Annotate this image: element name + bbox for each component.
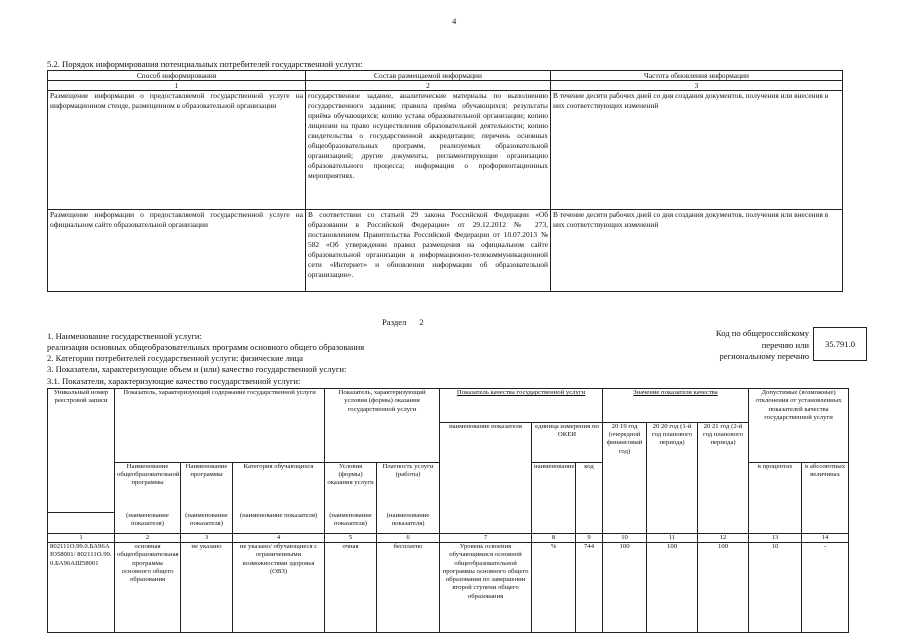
header-payment: Платность услуги (работы) bbox=[377, 462, 440, 512]
cell-indicator: Уровень освоения обучающимися основной общеобразовательной программы основного общего образования по завершении второй ступени общего образования bbox=[440, 542, 532, 632]
table-row bbox=[48, 542, 849, 632]
section-label: Раздел bbox=[382, 317, 407, 327]
cell-registry-id: 802111О.99.0.БА96АЮ58001/ 802111О.99.0.БА96АШ58001 bbox=[48, 542, 115, 632]
header-content-indicator: Показатель, характеризующий содержание государственной услуги bbox=[115, 389, 325, 423]
header-indicator-name: наименование показателя bbox=[440, 422, 532, 533]
col-header-content: Состав размещаемой информации bbox=[306, 71, 551, 81]
service-name-label: 1. Наименование государственной услуги: bbox=[47, 331, 202, 341]
section-number: 2 bbox=[419, 317, 424, 327]
header-student-category: Категория обучающихся bbox=[233, 462, 325, 512]
col-number: 14 bbox=[802, 533, 849, 542]
header-indicator-note: (наименование показателя) bbox=[377, 512, 440, 533]
header-indicator-note: (наименование показателя) bbox=[115, 512, 181, 533]
section-heading bbox=[382, 317, 424, 327]
header-unit: единица измерения по ОКЕИ bbox=[532, 422, 603, 462]
header-indicator-note: (наименование показателя) bbox=[233, 512, 325, 533]
col-number: 13 bbox=[749, 533, 802, 542]
header-percent: в процентах bbox=[749, 462, 802, 533]
cell-method: Размещение информации о предоставляемой государственной услуге на официальном сайте образовательной организации bbox=[48, 210, 306, 292]
header-absolute: в абсолютных величинах bbox=[802, 462, 849, 533]
col-number: 11 bbox=[647, 533, 698, 542]
cell-value-1: 100 bbox=[603, 542, 647, 632]
cell-absolute: - bbox=[802, 542, 849, 632]
col-header-frequency: Частота обновления информации bbox=[551, 71, 843, 81]
cell-value-2: 100 bbox=[647, 542, 698, 632]
column-numbers-row bbox=[48, 533, 849, 542]
quality-table bbox=[47, 388, 849, 633]
col-number: 4 bbox=[233, 533, 325, 542]
code-label-1: Код по общероссийскому bbox=[715, 328, 809, 338]
header-allowed-deviation: Допустимые (возможные) отклонения от установленных показателей качества государственной услуги bbox=[749, 389, 849, 423]
header-programs: Наименование программы bbox=[181, 462, 233, 512]
col-number: 8 bbox=[532, 533, 576, 542]
col-number: 2 bbox=[306, 81, 551, 91]
col-number: 7 bbox=[440, 533, 532, 542]
cell-frequency: В течение десяти рабочих дней со дня создания документов, получения или внесения в них соответствующих изменений bbox=[551, 210, 843, 292]
col-header-method: Способ информирования bbox=[48, 71, 306, 81]
table-row bbox=[48, 91, 843, 210]
cell-content: В соответствии со статьей 29 закона Российской Федерации «Об образовании в Российской Федерации» от 29.12.2012 № 273, постановлением Правительства Российской Федерации от 10.07.2013 № 582 «Об утверждении правил размещения на официальном сайте образовательной организации в информационно-телекоммуникационной сети «Интернет» и обновлении информации об образовательной организации». bbox=[306, 210, 551, 292]
col-number: 2 bbox=[115, 533, 181, 542]
cell-value-3: 100 bbox=[698, 542, 749, 632]
header-service-form: Условия (формы) оказания услуги bbox=[325, 462, 377, 512]
cell-method: Размещение информации о предоставляемой государственной услуге на информационном стенде, размещенном в образовательной организации bbox=[48, 91, 306, 210]
header-unit-name: наименование bbox=[532, 462, 576, 533]
header-indicator-note: (наименование показателя) bbox=[325, 512, 377, 533]
cell-percent: 10 bbox=[749, 542, 802, 632]
col-number: 3 bbox=[551, 81, 843, 91]
table-row bbox=[48, 210, 843, 292]
cell-form: очная bbox=[325, 542, 377, 632]
cell-unit: % bbox=[532, 542, 576, 632]
header-indicator-note: (наименование показателя) bbox=[181, 512, 233, 533]
header-year-1: 20 19 год (очередной финансовый год) bbox=[603, 422, 647, 533]
col-number: 5 bbox=[325, 533, 377, 542]
header-indicator-value: Значение показателя качества bbox=[603, 389, 749, 423]
col-number: 10 bbox=[603, 533, 647, 542]
informing-table bbox=[47, 70, 843, 292]
code-label-3: региональному перечню bbox=[719, 351, 809, 361]
cell-program: основная общеобразовательная программа основного общего образования bbox=[115, 542, 181, 632]
quality-indicators-heading: 3.1. Показатели, характеризующие качество государственной услуги: bbox=[47, 376, 301, 386]
service-name-value: реализация основных общеобразовательных программ основного общего образования bbox=[47, 342, 365, 352]
cell-category: не указано/ обучающиеся с ограниченными возможностями здоровья (ОВЗ) bbox=[233, 542, 325, 632]
header-program-name: Наименование общеобразовательной программы bbox=[115, 462, 181, 512]
header-year-3: 20 21 год (2-й год планового периода) bbox=[698, 422, 749, 533]
registry-code-box: 35.791.0 bbox=[813, 327, 867, 361]
cell-content: государственное задание, аналитические материалы по выполнению государственного задания; правила приёма обучающихся; результаты приёма обучающихся; копию устава образовательной организации; копию лицензии на право осуществления образовательной деятельности; копию свидетельства о государственной аккредитации; перечень основных общеобразовательных программ, реализуемых образовательной организацией; другие документы, регламентирующие организацию образовательного процесса; информация о профориентационных мероприятиях. bbox=[306, 91, 551, 210]
cell-programs: не указано bbox=[181, 542, 233, 632]
col-number: 9 bbox=[576, 533, 603, 542]
header-quality-indicator: Показатель качества государственной услуги bbox=[440, 389, 603, 423]
col-number: 1 bbox=[48, 533, 115, 542]
col-number: 3 bbox=[181, 533, 233, 542]
col-number: 1 bbox=[48, 81, 306, 91]
cell-payment: бесплатно bbox=[377, 542, 440, 632]
page-number: 4 bbox=[452, 16, 457, 26]
cell-unit-code: 744 bbox=[576, 542, 603, 632]
section-5-2-title: 5.2. Порядок информирования потенциальных потребителей государственной услуги: bbox=[47, 59, 363, 69]
col-number: 12 bbox=[698, 533, 749, 542]
code-label-2: перечню или bbox=[761, 340, 809, 350]
header-conditions-indicator: Показатель, характеризующий условия (формы) оказания государственной услуги bbox=[325, 389, 440, 423]
consumer-categories: 2. Категории потребителей государственной услуги: физические лица bbox=[47, 353, 303, 363]
header-year-2: 20 20 год (1-й год планового периода) bbox=[647, 422, 698, 533]
col-number: 6 bbox=[377, 533, 440, 542]
header-unique-number: Уникальный номер реестровой записи bbox=[48, 389, 115, 513]
indicators-heading: 3. Показатели, характеризующие объем и (или) качество государственной услуги: bbox=[47, 364, 347, 374]
header-unit-code: код bbox=[576, 462, 603, 533]
cell-frequency: В течение десяти рабочих дней со дня создания документов, получения или внесения в них соответствующих изменений bbox=[551, 91, 843, 210]
